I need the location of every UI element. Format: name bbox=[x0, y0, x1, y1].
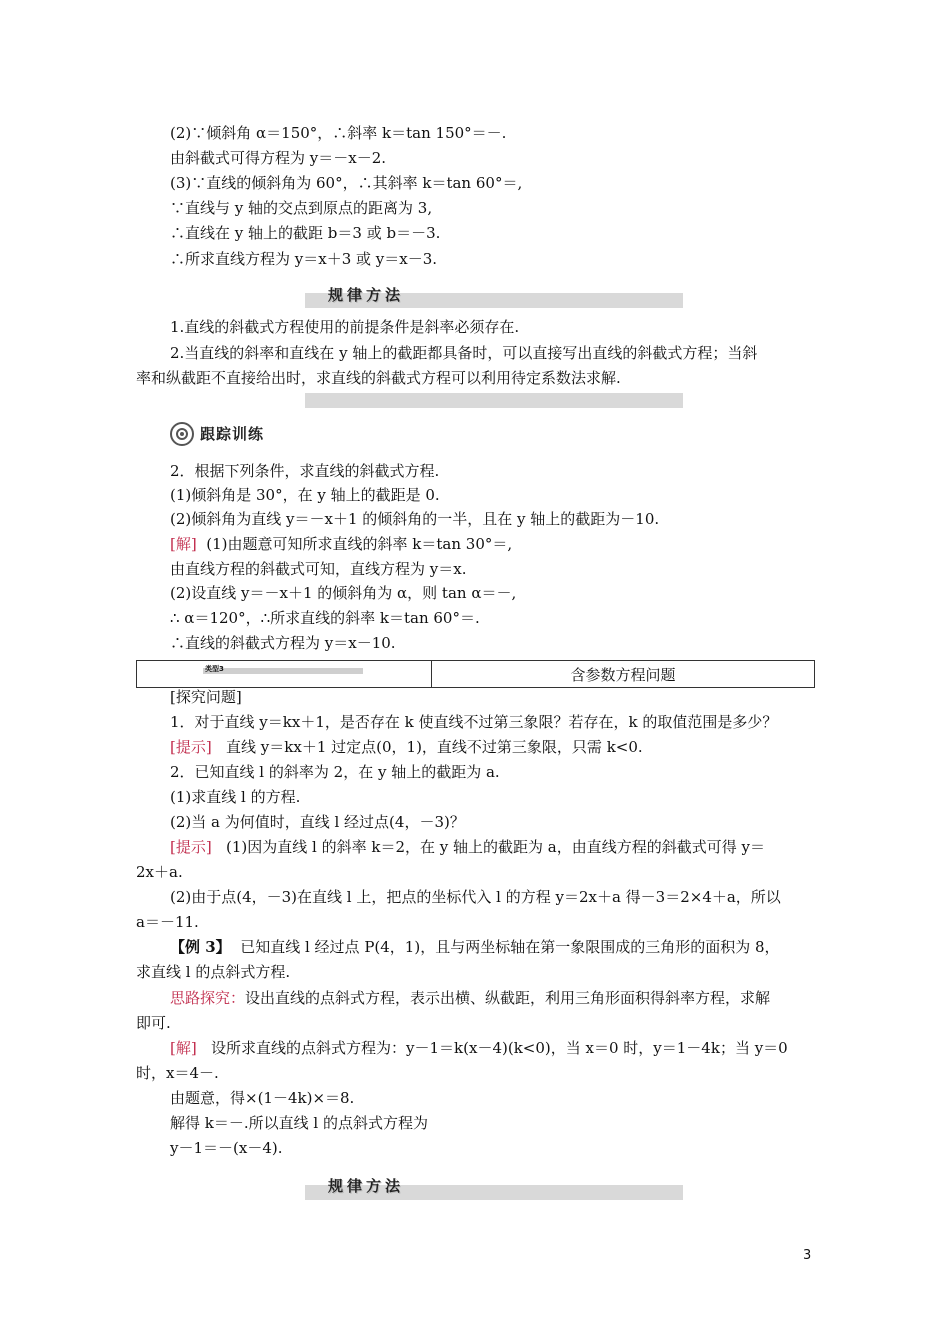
section-band bbox=[305, 393, 683, 408]
type-tag: 类型3 bbox=[205, 665, 224, 673]
example-tag: 【例 3】 bbox=[170, 938, 231, 956]
hint-tag: [提示] bbox=[170, 838, 212, 856]
hint-tag: [提示] bbox=[170, 738, 212, 756]
inquiry-heading: [探究问题] bbox=[170, 688, 242, 706]
text-line: 2．已知直线 l 的斜率为 2，在 y 轴上的截距为 a. bbox=[170, 763, 500, 781]
example-text: 已知直线 l 经过点 P(4，1)，且与两坐标轴在第一象限围成的三角形的面积为 8， bbox=[240, 938, 780, 956]
text-line bbox=[170, 1037, 788, 1059]
type-box bbox=[136, 660, 815, 688]
text-line: 时，x＝4－. bbox=[136, 1064, 219, 1082]
text-line: a＝－11. bbox=[136, 913, 199, 931]
solution-tag: [解] bbox=[170, 535, 197, 553]
type-tag-bar bbox=[203, 668, 363, 674]
text-line: 率和纵截距不直接给出时，求直线的斜截式方程可以利用待定系数法求解. bbox=[136, 369, 621, 387]
hint-text: (1)因为直线 l 的斜率 k＝2，在 y 轴上的截距为 a，由直线方程的斜截式可得 y＝ bbox=[226, 838, 765, 856]
text-line: ∵直线与 y 轴的交点到原点的距离为 3, bbox=[170, 199, 433, 217]
text-line: 由直线方程的斜截式可知，直线方程为 y＝x. bbox=[170, 560, 467, 578]
method-heading: 规律方法 bbox=[328, 1177, 405, 1195]
text-line: (2)当 a 为何值时，直线 l 经过点(4，－3)？ bbox=[170, 813, 465, 831]
type-tag-cell bbox=[137, 661, 432, 688]
text-line: 2.当直线的斜率和直线在 y 轴上的截距都具备时，可以直接写出直线的斜截式方程；当斜 bbox=[170, 344, 758, 362]
text-line: (2)由于点(4，－3)在直线 l 上，把点的坐标代入 l 的方程 y＝2x＋a 得－3＝2×4＋a，所以 bbox=[170, 888, 781, 906]
text-line: (2)倾斜角为直线 y＝－x＋1 的倾斜角的一半，且在 y 轴上的截距为－10. bbox=[170, 510, 660, 528]
text-line: ∴直线的斜截式方程为 y＝x－10. bbox=[170, 634, 396, 652]
target-icon bbox=[170, 422, 194, 446]
text-line: (2)∵倾斜角 α＝150°，∴斜率 k＝tan 150°＝－. bbox=[170, 124, 507, 142]
method-heading: 规律方法 bbox=[328, 286, 405, 304]
text-line: (1)求直线 l 的方程. bbox=[170, 788, 301, 806]
solution-text: (1)由题意可知所求直线的斜率 k＝tan 30°＝, bbox=[206, 535, 513, 553]
text-line: 由斜截式可得方程为 y＝－x－2. bbox=[170, 149, 387, 167]
text-line: 由题意，得×(1－4k)×＝8. bbox=[170, 1089, 355, 1107]
text-line: y－1＝－(x－4). bbox=[170, 1139, 283, 1157]
hint-text: 直线 y＝kx＋1 过定点(0，1)，直线不过第三象限，只需 k<0. bbox=[226, 738, 643, 756]
text-line: 2．根据下列条件，求直线的斜截式方程. bbox=[170, 462, 440, 480]
text-line: (1)倾斜角是 30°，在 y 轴上的截距是 0. bbox=[170, 486, 440, 504]
text-line: ∴直线在 y 轴上的截距 b＝3 或 b＝－3. bbox=[170, 224, 441, 242]
text-line: 即可. bbox=[136, 1014, 171, 1032]
text-line bbox=[170, 533, 512, 555]
text-line bbox=[170, 836, 765, 858]
text-line: 求直线 l 的点斜式方程. bbox=[136, 963, 291, 981]
text-line: 1．对于直线 y＝kx＋1，是否存在 k 使直线不过第三象限？若存在，k 的取值范围是多少？ bbox=[170, 713, 778, 731]
type-title: 含参数方程问题 bbox=[432, 661, 815, 688]
page-number: 3 bbox=[803, 1248, 812, 1263]
text-line: ∴所求直线方程为 y＝x＋3 或 y＝x－3. bbox=[170, 250, 438, 268]
tracking-label: 跟踪训练 bbox=[200, 425, 265, 443]
text-line: (3)∵直线的倾斜角为 60°，∴其斜率 k＝tan 60°＝, bbox=[170, 174, 523, 192]
text-line bbox=[170, 936, 780, 958]
text-line: ∴ α＝120°，∴所求直线的斜率 k＝tan 60°＝. bbox=[170, 609, 480, 627]
text-line: 解得 k＝－.所以直线 l 的点斜式方程为 bbox=[170, 1114, 428, 1132]
text-line: (2)设直线 y＝－x＋1 的倾斜角为 α，则 tan α＝－, bbox=[170, 584, 517, 602]
tracking-heading bbox=[170, 422, 288, 448]
text-line: 2x＋a. bbox=[136, 863, 183, 881]
text-line bbox=[170, 987, 770, 1009]
text-line: 1.直线的斜截式方程使用的前提条件是斜率必须存在. bbox=[170, 318, 520, 336]
idea-text: 设出直线的点斜式方程，表示出横、纵截距，利用三角形面积得斜率方程，求解 bbox=[245, 989, 771, 1007]
solution-tag: [解] bbox=[170, 1039, 197, 1057]
idea-tag: 思路探究： bbox=[170, 989, 246, 1007]
text-line bbox=[170, 736, 643, 758]
solution-text: 设所求直线的点斜式方程为：y－1＝k(x－4)(k<0)，当 x＝0 时，y＝1－4k；当 y＝0 bbox=[211, 1039, 788, 1057]
